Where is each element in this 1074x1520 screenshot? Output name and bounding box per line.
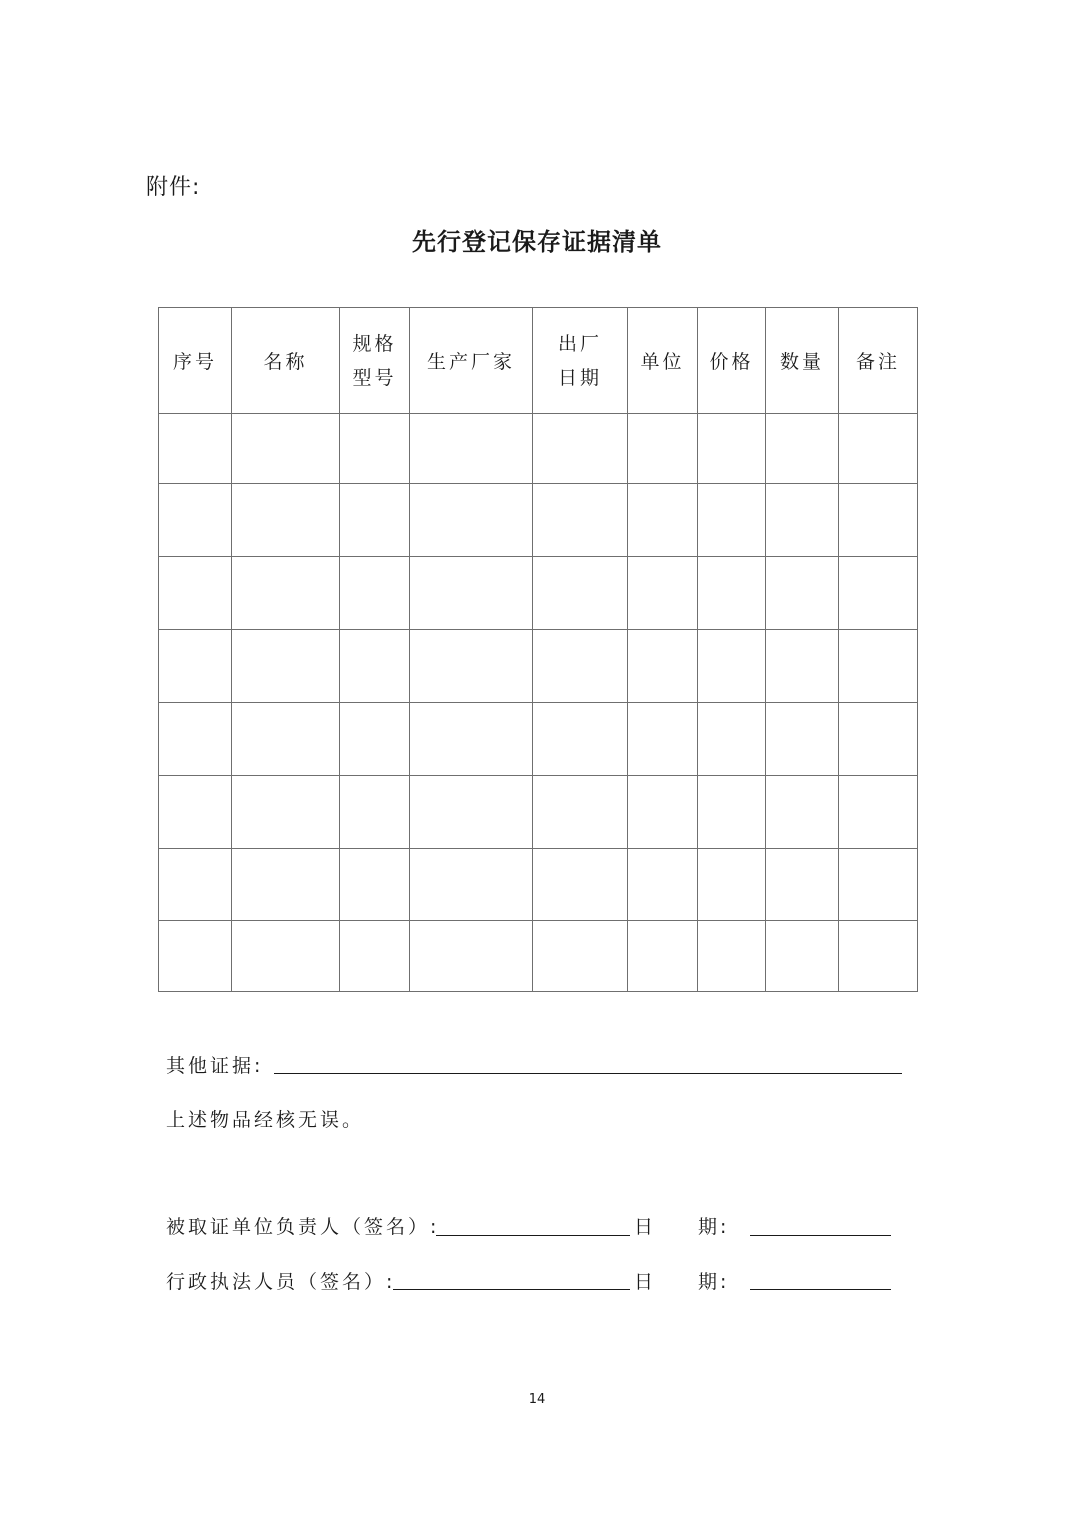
table-cell[interactable] bbox=[628, 921, 698, 992]
table-cell[interactable] bbox=[232, 557, 340, 630]
page-number: 14 bbox=[528, 1392, 546, 1407]
table-cell[interactable] bbox=[533, 921, 628, 992]
table-row bbox=[159, 921, 918, 992]
table-cell[interactable] bbox=[839, 630, 918, 703]
table-cell[interactable] bbox=[340, 776, 410, 849]
table-row bbox=[159, 414, 918, 484]
table-cell[interactable] bbox=[340, 484, 410, 557]
header-production-date: 出厂 日期 bbox=[533, 308, 628, 414]
other-evidence-label: 其他证据: bbox=[166, 1055, 264, 1077]
table-row bbox=[159, 630, 918, 703]
table-row bbox=[159, 484, 918, 557]
table-cell[interactable] bbox=[628, 630, 698, 703]
table-cell[interactable] bbox=[533, 849, 628, 921]
table-cell[interactable] bbox=[533, 703, 628, 776]
table-cell[interactable] bbox=[533, 484, 628, 557]
table-cell[interactable] bbox=[766, 630, 839, 703]
table-cell[interactable] bbox=[628, 776, 698, 849]
table-cell[interactable] bbox=[159, 414, 232, 484]
table-row bbox=[159, 776, 918, 849]
header-quantity: 数量 bbox=[766, 308, 839, 414]
table-cell[interactable] bbox=[533, 557, 628, 630]
responsible-person-date-field[interactable] bbox=[750, 1235, 891, 1236]
table-cell[interactable] bbox=[232, 776, 340, 849]
header-remarks: 备注 bbox=[839, 308, 918, 414]
table-row bbox=[159, 849, 918, 921]
table-cell[interactable] bbox=[340, 557, 410, 630]
table-cell[interactable] bbox=[232, 414, 340, 484]
table-cell[interactable] bbox=[232, 484, 340, 557]
table-cell[interactable] bbox=[766, 484, 839, 557]
table-cell[interactable] bbox=[159, 921, 232, 992]
table-header-row bbox=[159, 308, 918, 414]
table-cell[interactable] bbox=[766, 849, 839, 921]
table-cell[interactable] bbox=[340, 703, 410, 776]
table-cell[interactable] bbox=[232, 630, 340, 703]
table-cell[interactable] bbox=[340, 849, 410, 921]
table-cell[interactable] bbox=[410, 414, 533, 484]
table-cell[interactable] bbox=[628, 414, 698, 484]
table-cell[interactable] bbox=[533, 630, 628, 703]
table-cell[interactable] bbox=[698, 921, 766, 992]
table-cell[interactable] bbox=[232, 703, 340, 776]
table-cell[interactable] bbox=[410, 703, 533, 776]
date-label-first: 日 bbox=[634, 1216, 657, 1238]
date-label-second: 期: bbox=[698, 1271, 730, 1293]
table-cell[interactable] bbox=[628, 484, 698, 557]
table-cell[interactable] bbox=[340, 921, 410, 992]
table-cell[interactable] bbox=[839, 921, 918, 992]
header-price: 价格 bbox=[698, 308, 766, 414]
header-name: 名称 bbox=[232, 308, 340, 414]
table-cell[interactable] bbox=[698, 557, 766, 630]
table-cell[interactable] bbox=[766, 776, 839, 849]
table-cell[interactable] bbox=[698, 703, 766, 776]
table-cell[interactable] bbox=[410, 630, 533, 703]
table-cell[interactable] bbox=[159, 849, 232, 921]
table-cell[interactable] bbox=[839, 776, 918, 849]
table-cell[interactable] bbox=[766, 414, 839, 484]
confirmation-text: 上述物品经核无误。 bbox=[166, 1109, 365, 1131]
table-cell[interactable] bbox=[766, 921, 839, 992]
officer-date-field[interactable] bbox=[750, 1289, 891, 1290]
table-cell[interactable] bbox=[159, 703, 232, 776]
table-cell[interactable] bbox=[232, 849, 340, 921]
table-cell[interactable] bbox=[533, 414, 628, 484]
table-row bbox=[159, 557, 918, 630]
header-unit: 单位 bbox=[628, 308, 698, 414]
date-label-first: 日 bbox=[634, 1271, 657, 1293]
date-label-second: 期: bbox=[698, 1216, 730, 1238]
table-cell[interactable] bbox=[628, 703, 698, 776]
header-manufacturer: 生产厂家 bbox=[410, 308, 533, 414]
document-title: 先行登记保存证据清单 bbox=[412, 228, 662, 256]
other-evidence-field[interactable] bbox=[274, 1073, 902, 1074]
header-serial-number: 序号 bbox=[159, 308, 232, 414]
table-cell[interactable] bbox=[698, 630, 766, 703]
officer-signature-field[interactable] bbox=[393, 1289, 630, 1290]
table-cell[interactable] bbox=[340, 414, 410, 484]
table-cell[interactable] bbox=[410, 484, 533, 557]
responsible-person-signature-label: 被取证单位负责人（签名）: bbox=[166, 1216, 440, 1238]
table-cell[interactable] bbox=[340, 630, 410, 703]
table-cell[interactable] bbox=[410, 776, 533, 849]
attachment-label: 附件: bbox=[146, 175, 201, 200]
table-cell[interactable] bbox=[839, 484, 918, 557]
table-cell[interactable] bbox=[698, 484, 766, 557]
header-spec-model: 规格 型号 bbox=[340, 308, 410, 414]
table-cell[interactable] bbox=[628, 849, 698, 921]
evidence-table bbox=[158, 307, 918, 992]
table-cell[interactable] bbox=[839, 703, 918, 776]
table-cell[interactable] bbox=[410, 557, 533, 630]
table-cell[interactable] bbox=[628, 557, 698, 630]
table-cell[interactable] bbox=[410, 849, 533, 921]
table-cell[interactable] bbox=[410, 921, 533, 992]
table-cell[interactable] bbox=[159, 776, 232, 849]
table-cell[interactable] bbox=[839, 849, 918, 921]
table-cell[interactable] bbox=[766, 557, 839, 630]
table-cell[interactable] bbox=[698, 849, 766, 921]
table-cell[interactable] bbox=[839, 414, 918, 484]
table-row bbox=[159, 703, 918, 776]
officer-signature-label: 行政执法人员（签名）: bbox=[166, 1271, 396, 1293]
table-cell[interactable] bbox=[159, 484, 232, 557]
responsible-person-signature-field[interactable] bbox=[436, 1235, 630, 1236]
table-cell[interactable] bbox=[159, 630, 232, 703]
table-cell[interactable] bbox=[766, 703, 839, 776]
table-cell[interactable] bbox=[533, 776, 628, 849]
table-cell[interactable] bbox=[232, 921, 340, 992]
table-cell[interactable] bbox=[839, 557, 918, 630]
table-cell[interactable] bbox=[159, 557, 232, 630]
table-cell[interactable] bbox=[698, 776, 766, 849]
table-cell[interactable] bbox=[698, 414, 766, 484]
